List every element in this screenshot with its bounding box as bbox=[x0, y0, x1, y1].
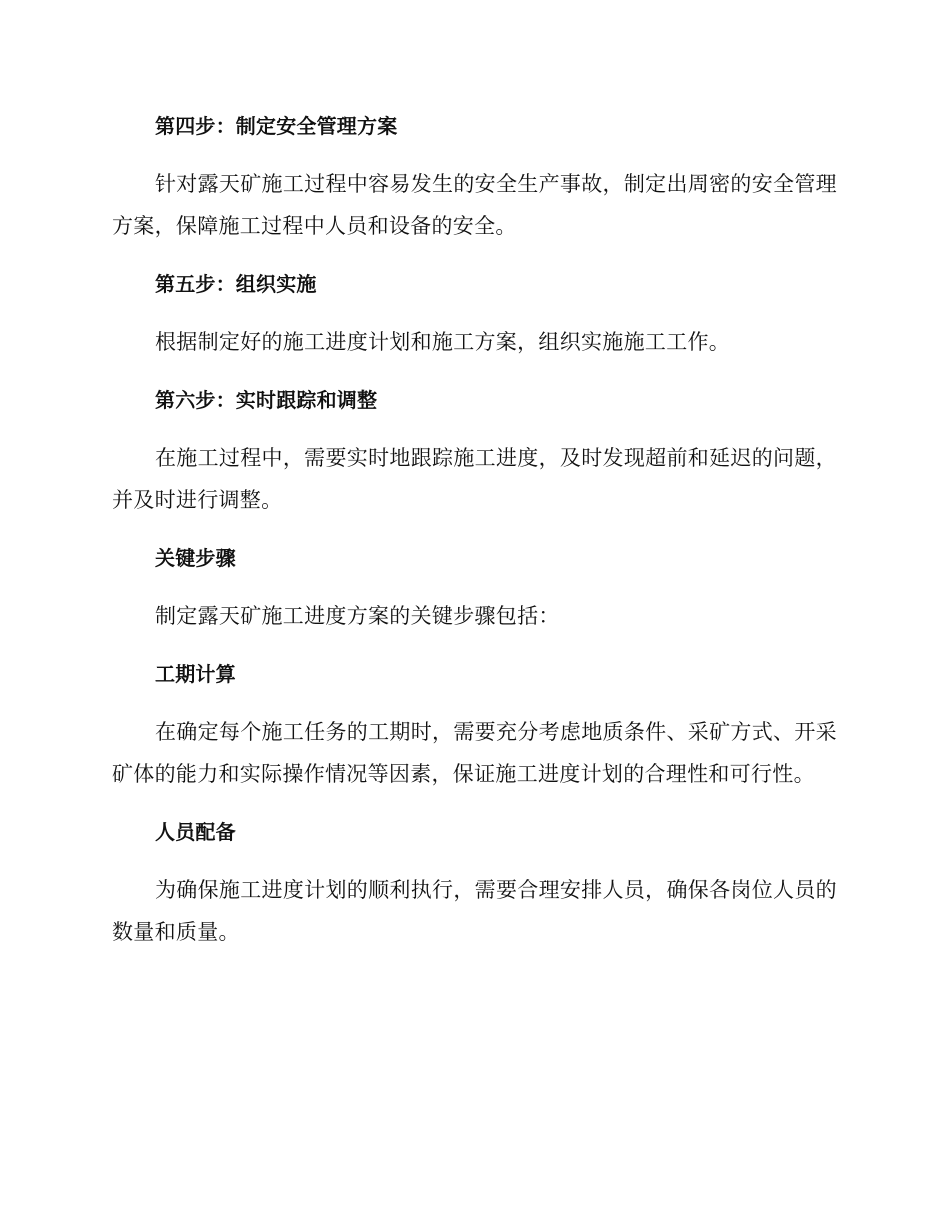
section-paragraph-staffing: 为确保施工进度计划的顺利执行，需要合理安排人员，确保各岗位人员的数量和质量。 bbox=[112, 878, 837, 944]
section-heading-step-six: 第六步：实时跟踪和调整 bbox=[155, 388, 378, 412]
section-paragraph-step-six: 在施工过程中，需要实时地跟踪施工进度，及时发现超前和延迟的问题，并及时进行调整。 bbox=[112, 446, 837, 512]
section-heading-key-steps: 关键步骤 bbox=[155, 546, 236, 570]
section-paragraph-duration-calculation: 在确定每个施工任务的工期时，需要充分考虑地质条件、采矿方式、开采矿体的能力和实际操作情况等因素，保证施工进度计划的合理性和可行性。 bbox=[112, 720, 837, 786]
section-heading-duration-calculation: 工期计算 bbox=[155, 662, 236, 686]
section-paragraph-step-five: 根据制定好的施工进度计划和施工方案，组织实施施工工作。 bbox=[155, 330, 731, 354]
section-heading-staffing: 人员配备 bbox=[155, 820, 236, 844]
section-paragraph-step-four: 针对露天矿施工过程中容易发生的安全生产事故，制定出周密的安全管理方案，保障施工过程中人员和设备的安全。 bbox=[112, 172, 837, 238]
section-paragraph-key-steps: 制定露天矿施工进度方案的关键步骤包括： bbox=[155, 604, 560, 628]
document-body bbox=[112, 110, 837, 974]
section-heading-step-five: 第五步：组织实施 bbox=[155, 272, 317, 296]
section-heading-step-four: 第四步：制定安全管理方案 bbox=[155, 114, 398, 138]
